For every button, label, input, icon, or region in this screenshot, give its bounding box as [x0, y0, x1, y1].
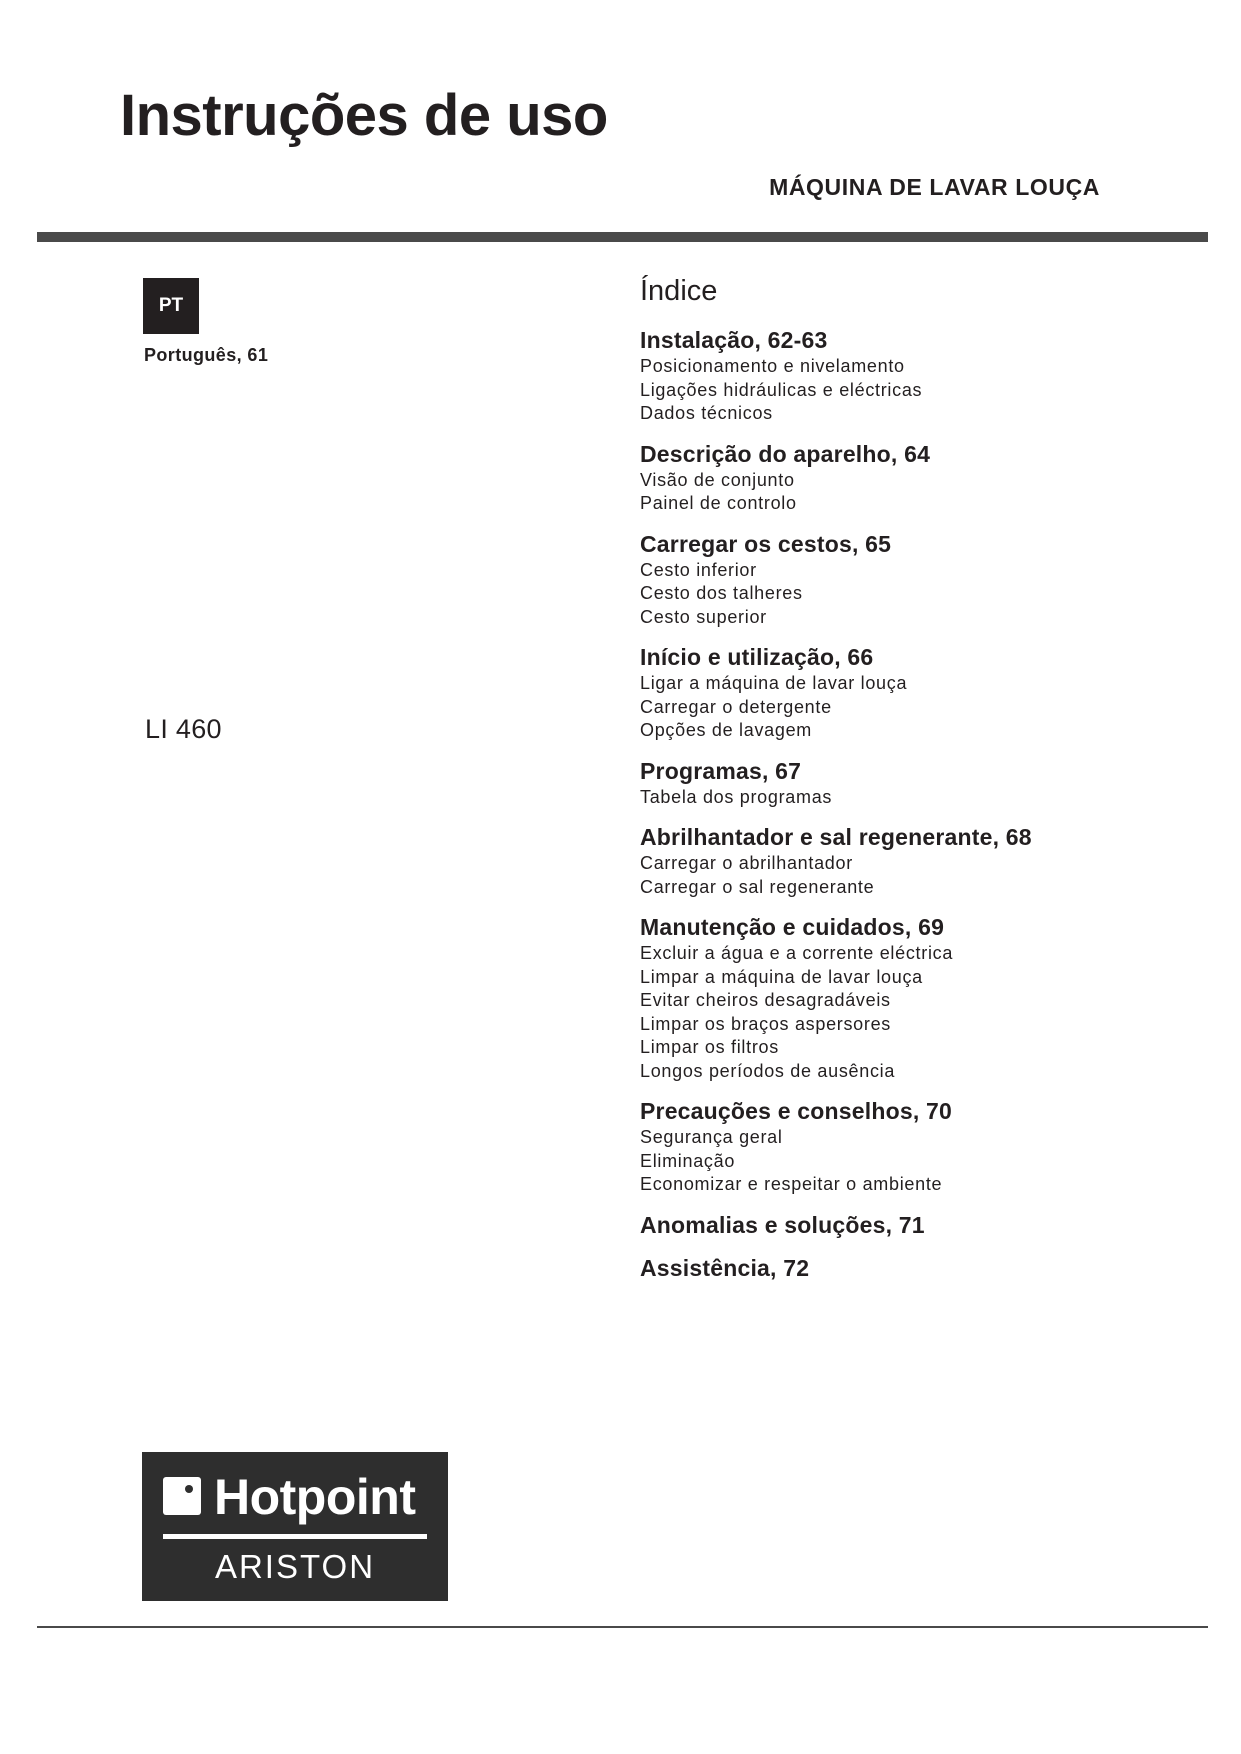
- toc-item: Posicionamento e nivelamento: [640, 356, 905, 376]
- hotpoint-mark-icon: [163, 1477, 201, 1515]
- toc-section: [640, 325, 1200, 426]
- language-badge: PT: [143, 278, 199, 334]
- logo-sub: ARISTON: [214, 1548, 376, 1585]
- top-divider: [37, 232, 1208, 242]
- toc-item: Ligações hidráulicas e eléctricas: [640, 379, 923, 400]
- toc-item: Cesto inferior: [640, 559, 757, 580]
- logo-divider: [163, 1534, 427, 1539]
- toc-heading: Manutenção e cuidados, 69: [640, 914, 945, 940]
- toc-item: Limpar os braços aspersores: [640, 1013, 892, 1034]
- toc-section: [640, 1253, 1200, 1283]
- toc-heading: Instalação, 62-63: [640, 327, 828, 353]
- toc-item: Visão de conjunto: [640, 469, 795, 490]
- toc-item: Eliminação: [640, 1150, 736, 1171]
- toc-title: Índice: [640, 275, 718, 307]
- toc-item: Dados técnicos: [640, 403, 773, 423]
- toc-item: Segurança geral: [640, 1127, 783, 1147]
- toc-item: Carregar o abrilhantador: [640, 853, 853, 873]
- model-number: LI 460: [145, 714, 222, 744]
- language-label: Português, 61: [144, 345, 269, 365]
- toc-item: Cesto dos talheres: [640, 583, 803, 603]
- toc-heading: Descrição do aparelho, 64: [640, 440, 931, 467]
- toc-heading: Assistência, 72: [640, 1254, 810, 1281]
- toc-item: Ligar a máquina de lavar louça: [640, 673, 908, 693]
- toc-section: [640, 1096, 1200, 1197]
- document-title: Instruções de uso: [120, 83, 608, 148]
- toc-item: Carregar o sal regenerante: [640, 876, 875, 897]
- brand-logo: [142, 1452, 448, 1601]
- toc-section: [640, 529, 1200, 630]
- toc-section: [640, 439, 1200, 516]
- toc-section: [640, 822, 1200, 899]
- product-type: MÁQUINA DE LAVAR LOUÇA: [769, 174, 1100, 200]
- toc-item: Longos períodos de ausência: [640, 1060, 896, 1081]
- toc-item: Economizar e respeitar o ambiente: [640, 1174, 943, 1194]
- toc-section: [640, 912, 1200, 1083]
- toc-section: [640, 642, 1200, 743]
- toc-heading: Anomalias e soluções, 71: [640, 1211, 925, 1238]
- toc-heading: Carregar os cestos, 65: [640, 530, 892, 557]
- toc-heading: Precauções e conselhos, 70: [640, 1098, 953, 1124]
- toc-section: [640, 756, 1200, 810]
- toc-section: [640, 1210, 1200, 1240]
- toc-item: Limpar a máquina de lavar louça: [640, 966, 923, 987]
- logo-brand: Hotpoint: [214, 1469, 416, 1525]
- table-of-contents: [640, 273, 1200, 1296]
- toc-item: Tabela dos programas: [640, 786, 833, 807]
- bottom-divider: [37, 1626, 1208, 1628]
- toc-heading: Abrilhantador e sal regenerante, 68: [640, 824, 1032, 850]
- toc-item: Evitar cheiros desagradáveis: [640, 990, 891, 1010]
- toc-item: Painel de controlo: [640, 493, 797, 513]
- toc-item: Excluir a água e a corrente eléctrica: [640, 943, 954, 963]
- toc-sections: [640, 325, 1200, 1283]
- toc-heading: Início e utilização, 66: [640, 644, 874, 670]
- toc-item: Cesto superior: [640, 606, 767, 627]
- toc-item: Opções de lavagem: [640, 720, 812, 740]
- toc-item: Carregar o detergente: [640, 696, 832, 717]
- toc-heading: Programas, 67: [640, 757, 802, 784]
- toc-item: Limpar os filtros: [640, 1037, 779, 1057]
